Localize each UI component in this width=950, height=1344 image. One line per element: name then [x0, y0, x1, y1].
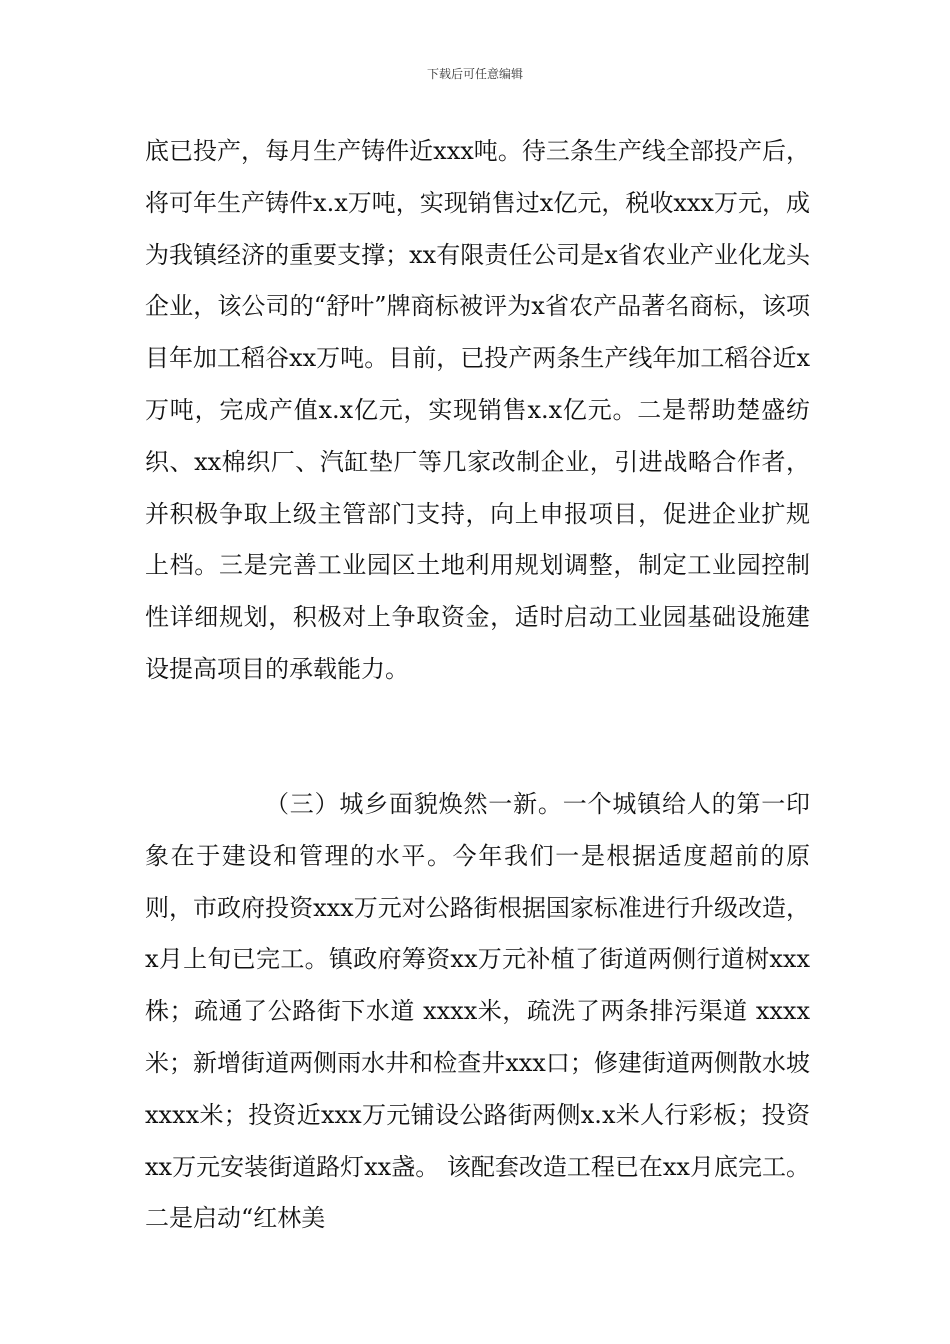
body-paragraph-1: 底已投产，每月生产铸件近xxx吨。待三条生产线全部投产后，将可年生产铸件x.x万吨，实现销售过x亿元，税收xxx万元，成为我镇经济的重要支撑；xx有限责任公司是x省农业产业化龙头企业，该公司的“舒叶”牌商标被评为x省农产品著名商标，该项目年加工稻谷xx万吨。目前，已投产两条生产线年加工稻谷近x万吨，完成产值x.x亿元，实现销售x.x亿元。二是帮助楚盛纺织、xx棉织厂、汽缸垫厂等几家改制企业，引进战略合作者，并积极争取上级主管部门支持，向上申报项目，促进企业扩规上档。三是完善工业园区土地利用规划调整，制定工业园控制性详细规划，积极对上争取资金，适时启动工业园基础设施建设提高项目的承载能力。	[145, 137, 810, 683]
page-header: 下载后可任意编辑	[426, 67, 523, 81]
body-paragraph-2: （三）城乡面貌焕然一新。一个城镇给人的第一印象在于建设和管理的水平。今年我们一是根据适度超前的原则，市政府投资xxx万元对公路街根据国家标准进行升级改造，x月上旬已完工。镇政府筹资xx万元补植了街道两侧行道树xxx株；疏通了公路街下水道 xxxx米，疏洗了两条排污渠道 xxxx米；新增街道两侧雨水井和检查井xxx口；修建街道两侧散水坡xxxx米；投资近xxx万元铺设公路街两侧x.x米人行彩板；投资xx万元安装街道路灯xx盏。 该配套改造工程已在xx月底完工。二是启动“红林美	[145, 790, 810, 1233]
